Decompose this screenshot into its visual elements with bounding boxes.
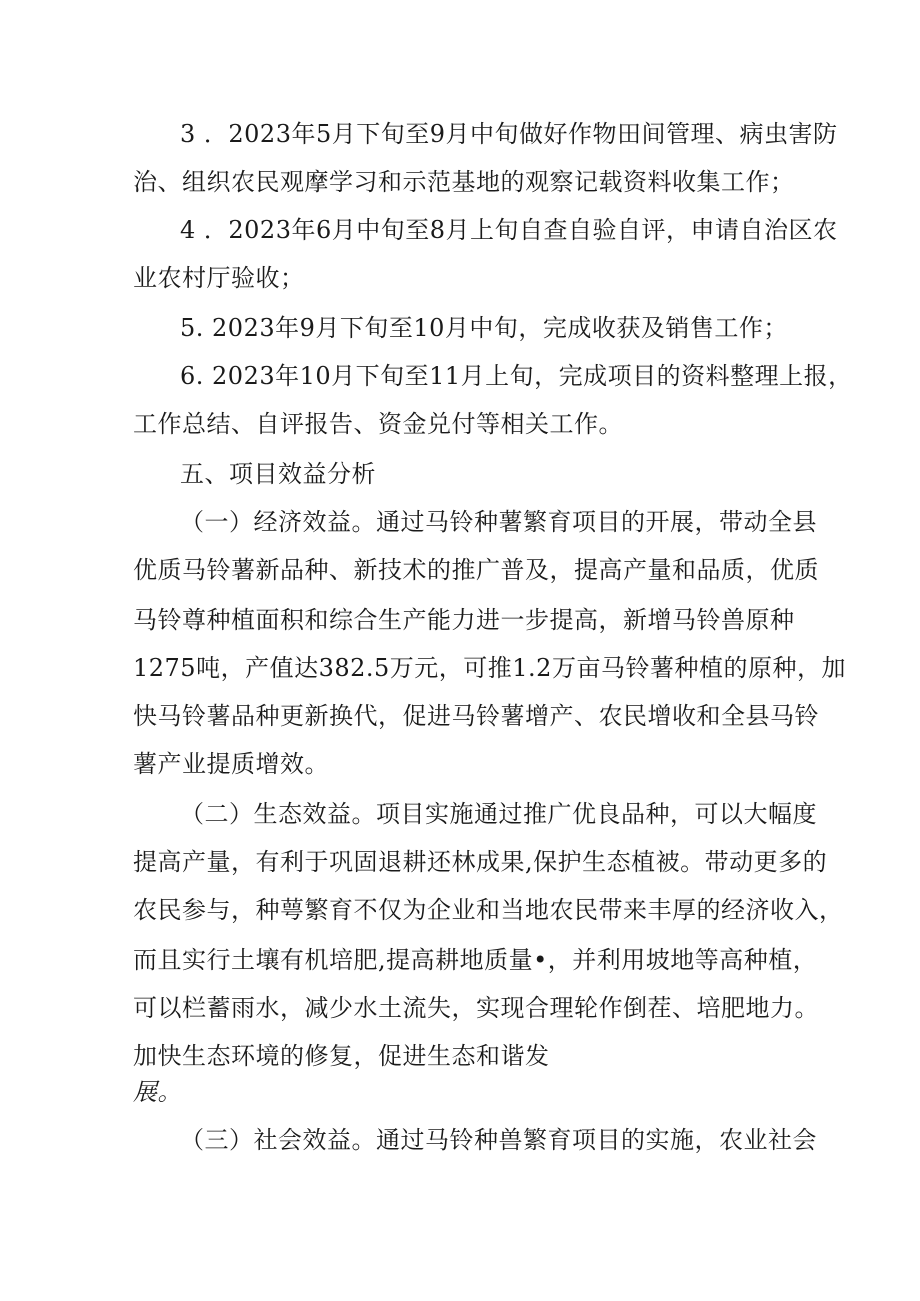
paragraph-line: 薯产业提质增效。 [133, 750, 329, 778]
paragraph-line: 而且实行土壤有机培肥,提高耕地质量•，并利用坡地等高种植， [133, 946, 818, 974]
paragraph-line: 1275吨，产值达382.5万元，可推1.2万亩马铃薯种植的原种，加 [133, 654, 846, 682]
paragraph-line: 提高产量，有利于巩固退耕还林成果,保护生态植被。带动更多的 [133, 848, 828, 876]
paragraph-line: 6. 2023年10月下旬至11月上旬，完成项目的资料整理上报， [180, 362, 853, 390]
paragraph-line: 快马铃薯品种更新换代，促进马铃薯增产、农民增收和全县马铃 [133, 702, 819, 730]
paragraph-line: （三）社会效益。通过马铃种兽繁育项目的实施，农业社会 [180, 1126, 817, 1154]
paragraph-line: 4 ．2023年6月中旬至8月上旬自查自验自评，申请自治区农 [180, 216, 838, 244]
paragraph-line: （一）经济效益。通过马铃种薯繁育项目的开展，带动全县 [180, 508, 817, 536]
paragraph-line: 加快生态环境的修复，促进生态和谐发 [133, 1042, 550, 1070]
paragraph-line: （二）生态效益。项目实施通过推广优良品种，可以大幅度 [180, 800, 817, 828]
paragraph-line: 马铃尊种植面积和综合生产能力进一步提高，新增马铃兽原种 [133, 606, 795, 634]
paragraph-line: 5. 2023年9月下旬至10月中旬，完成收获及销售工作； [180, 314, 788, 342]
section-heading: 五、项目效益分析 [180, 460, 376, 488]
paragraph-line: 治、组织农民观摩学习和示范基地的观察记载资料收集工作； [133, 168, 795, 196]
paragraph-line: 农民参与，种萼繁育不仅为企业和当地农民带来丰厚的经济收入， [133, 896, 844, 924]
paragraph-line: 优质马铃薯新品种、新技术的推广普及，提高产量和品质，优质 [133, 556, 819, 584]
paragraph-line: 业农村厅验收； [133, 264, 305, 292]
paragraph-line: 可以栏蓄雨水，减少水土流失，实现合理轮作倒茬、培肥地力。 [133, 994, 819, 1022]
paragraph-line: 工作总结、自评报告、资金兑付等相关工作。 [133, 410, 623, 438]
paragraph-line: 展。 [133, 1078, 182, 1106]
paragraph-line: 3 ．2023年5月下旬至9月中旬做好作物田间管理、病虫害防 [180, 120, 838, 148]
